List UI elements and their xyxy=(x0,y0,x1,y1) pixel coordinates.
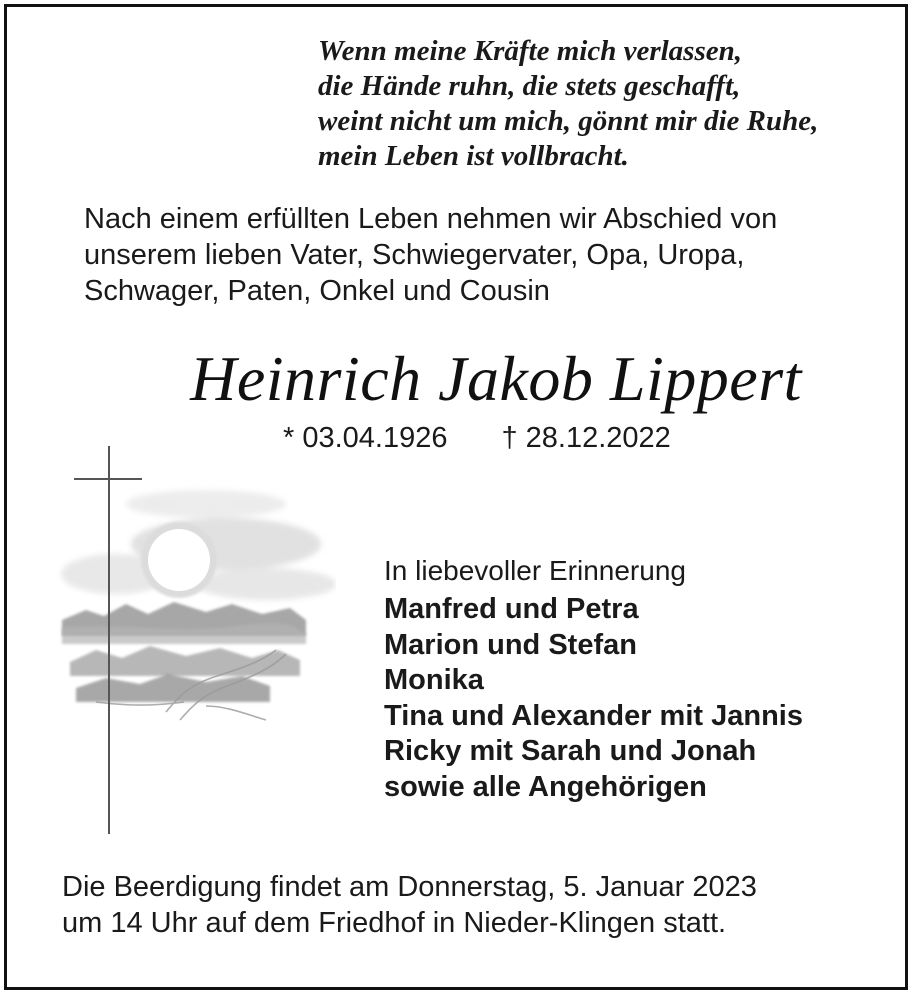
death-date: † 28.12.2022 xyxy=(501,422,671,454)
poem-line: weint nicht um mich, gönnt mir die Ruhe, xyxy=(318,105,819,137)
memorial-illustration xyxy=(56,444,336,836)
poem-line: mein Leben ist vollbracht. xyxy=(318,140,629,172)
mourner-name: Manfred und Petra xyxy=(384,593,639,625)
intro-text xyxy=(84,201,874,309)
mourner-name: Marion und Stefan xyxy=(384,628,637,661)
poem-line: Wenn meine Kräfte mich verlassen, xyxy=(318,35,742,67)
mourners-lead: In liebevoller Erinnerung xyxy=(384,555,686,586)
mourners-list xyxy=(384,592,803,805)
intro-line: unserem lieben Vater, Schwiegervater, Opa, Uropa, xyxy=(84,239,745,271)
intro-line: Schwager, Paten, Onkel und Cousin xyxy=(84,275,550,307)
mourner-name: Ricky mit Sarah und Jonah xyxy=(384,735,757,767)
poem-line: die Hände ruhn, die stets geschafft, xyxy=(318,70,741,102)
intro-line: Nach einem erfüllten Leben nehmen wir Abschied von xyxy=(84,203,778,235)
mourners-block xyxy=(384,552,803,805)
poem xyxy=(318,34,818,174)
funeral-notice xyxy=(62,869,757,941)
mourner-name: sowie alle Angehörigen xyxy=(384,770,707,803)
mourner-name: Tina und Alexander mit Jannis xyxy=(384,699,803,732)
funeral-line: Die Beerdigung findet am Donnerstag, 5. Januar 2023 xyxy=(62,871,757,903)
birth-date: * 03.04.1926 xyxy=(283,422,448,454)
deceased-name: Heinrich Jakob Lippert xyxy=(190,343,802,414)
moon-icon xyxy=(141,522,217,598)
mourner-name: Monika xyxy=(384,664,484,696)
mountains-icon xyxy=(62,602,306,702)
life-dates xyxy=(283,420,671,456)
funeral-line: um 14 Uhr auf dem Friedhof in Nieder-Klingen statt. xyxy=(62,907,727,939)
